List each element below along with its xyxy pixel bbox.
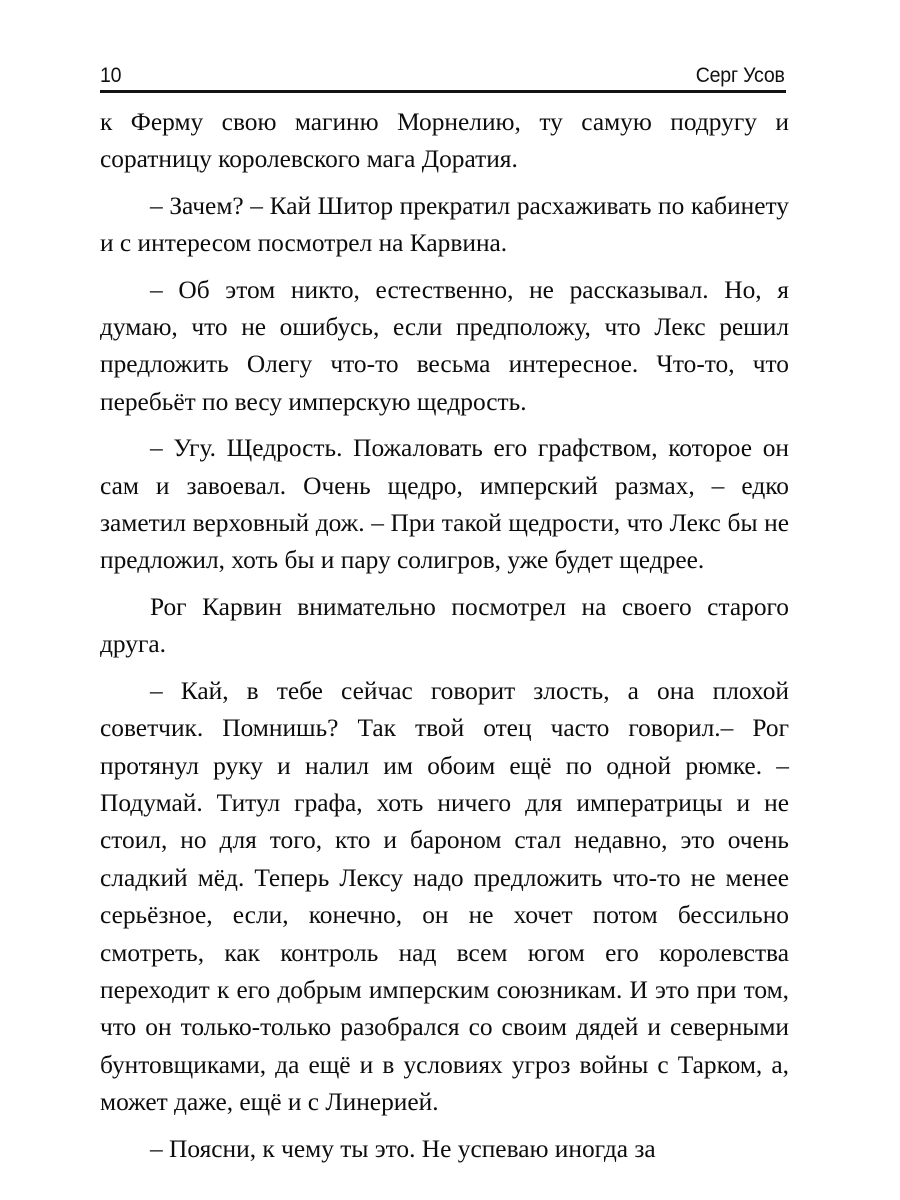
header-divider xyxy=(100,90,786,93)
paragraph: – Угу. Щедрость. Пожаловать его графством, которое он сам и завоевал. Очень щедро, имперский размах, – едко заметил верховный дож. – При такой щедрости, что Лекс бы не предложил, хоть бы и пару солигров, уже будет щедрее. xyxy=(100,434,789,575)
author-name: Серг Усов xyxy=(695,64,785,87)
paragraph: – Об этом никто, естественно, не рассказывал. Но, я думаю, что не ошибусь, если предположу, что Лекс решил предложить Олегу что-то весьма интересное. Что-то, что перебьёт по весу имперскую щедрость. xyxy=(100,275,789,416)
paragraph: – Зачем? – Кай Шитор прекратил расхаживать по кабинету и с интересом посмотрел на Карвина. xyxy=(100,191,789,258)
paragraph: к Ферму свою магиню Морнелию, ту самую подругу и соратницу королевского мага Доратия. xyxy=(100,108,789,174)
body-text xyxy=(100,104,789,1168)
paragraph: – Кай, в тебе сейчас говорит злость, а она плохой советчик. Помнишь? Так твой отец часто говорил.– Рог протянул руку и налил им обоим ещё по одной рюмке. – Подумай. Титул графа, хоть ничего для императрицы и не стоил, но для того, кто и бароном стал недавно, это очень сладкий мёд. Теперь Лексу надо предложить что-то не менее серьёзное, если, конечно, он не хочет потом бессильно смотреть, как контроль над всем югом его королевства переходит к его добрым имперским союзникам. И это при том, что он только-только разобрался со своим дядей и северными бунтовщиками, да ещё и в условиях угроз войны с Тарком, а, может даже, ещё и с Линерией. xyxy=(100,676,789,1117)
paragraph: – Поясни, к чему ты это. Не успеваю иногда за xyxy=(150,1134,656,1163)
running-head xyxy=(100,52,785,86)
page-number: 10 xyxy=(100,64,122,87)
paragraph: Рог Карвин внимательно посмотрел на своего старого друга. xyxy=(100,592,789,659)
